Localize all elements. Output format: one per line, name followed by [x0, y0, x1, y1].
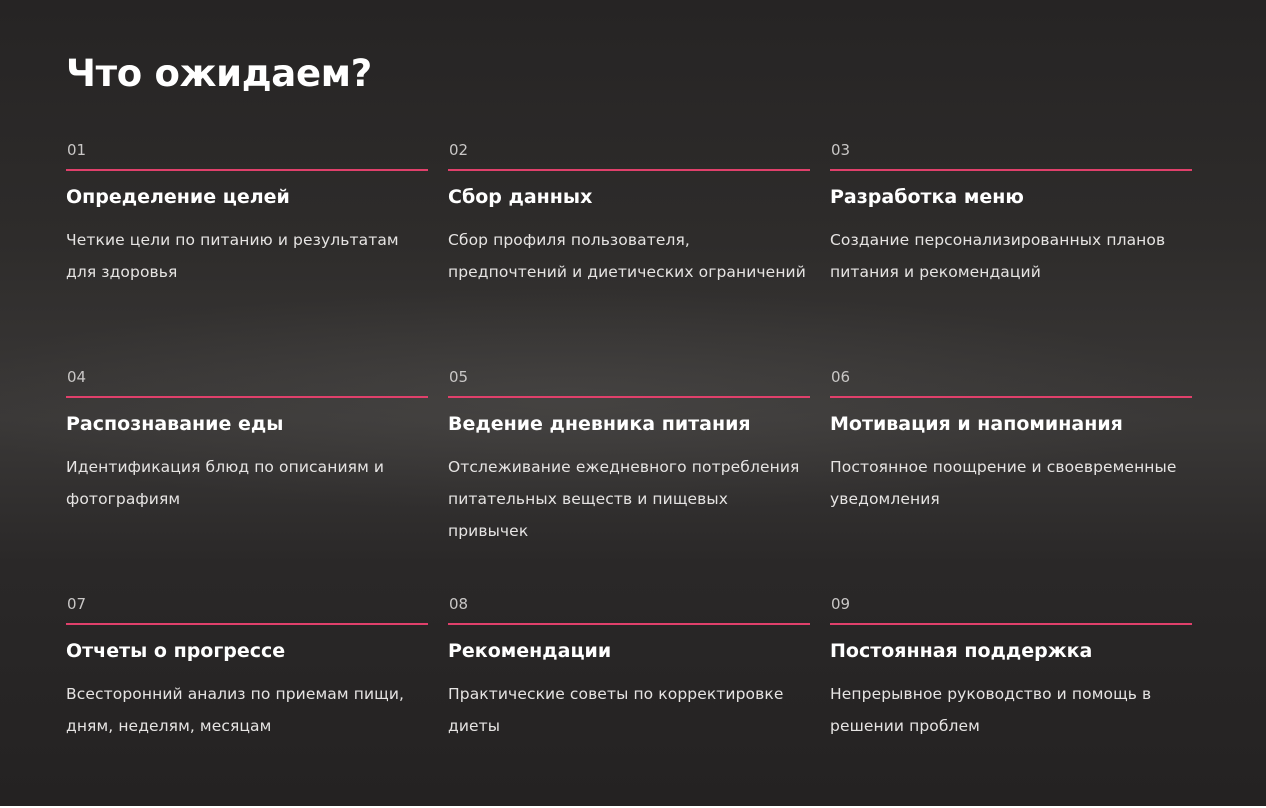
- accent-divider: [448, 623, 810, 625]
- card-description: Отслеживание ежедневного потребления питательных веществ и пищевых привычек: [448, 458, 800, 540]
- card-description: Создание персонализированных планов питания и рекомендаций: [830, 231, 1166, 281]
- accent-divider: [448, 169, 810, 171]
- card-title: Постоянная поддержка: [830, 640, 1093, 662]
- feature-card-06: [830, 367, 1192, 515]
- card-description: Постоянное поощрение и своевременные уведомления: [830, 458, 1177, 508]
- feature-card-07: [66, 594, 428, 742]
- feature-card-01: [66, 140, 428, 288]
- card-description: Практические советы по корректировке диеты: [448, 685, 784, 735]
- feature-card-05: [448, 367, 810, 547]
- card-title: Сбор данных: [448, 186, 593, 208]
- accent-divider: [830, 169, 1192, 171]
- card-description: Сбор профиля пользователя, предпочтений и диетических ограничений: [448, 231, 806, 281]
- accent-divider: [66, 623, 428, 625]
- accent-divider: [448, 396, 810, 398]
- feature-card-02: [448, 140, 810, 288]
- card-title: Ведение дневника питания: [448, 413, 751, 435]
- card-number: 05: [449, 368, 469, 386]
- card-title: Отчеты о прогрессе: [66, 640, 286, 662]
- card-number: 03: [831, 141, 851, 159]
- page-title: Что ожидаем?: [66, 52, 372, 95]
- accent-divider: [66, 169, 428, 171]
- feature-card-04: [66, 367, 428, 515]
- accent-divider: [830, 623, 1192, 625]
- card-title: Разработка меню: [830, 186, 1024, 208]
- accent-divider: [66, 396, 428, 398]
- card-number: 04: [67, 368, 87, 386]
- card-number: 02: [449, 141, 469, 159]
- card-description: Всесторонний анализ по приемам пищи, дням, неделям, месяцам: [66, 685, 405, 735]
- card-number: 08: [449, 595, 469, 613]
- card-title: Определение целей: [66, 186, 290, 208]
- feature-card-03: [830, 140, 1192, 288]
- feature-card-08: [448, 594, 810, 742]
- accent-divider: [830, 396, 1192, 398]
- card-number: 09: [831, 595, 851, 613]
- card-description: Непрерывное руководство и помощь в решении проблем: [830, 685, 1152, 735]
- card-number: 01: [67, 141, 87, 159]
- card-number: 07: [67, 595, 87, 613]
- feature-card-09: [830, 594, 1192, 742]
- card-description: Четкие цели по питанию и результатам для здоровья: [66, 231, 399, 281]
- card-description: Идентификация блюд по описаниям и фотографиям: [66, 458, 385, 508]
- card-title: Распознавание еды: [66, 413, 284, 435]
- card-number: 06: [831, 368, 851, 386]
- card-title: Рекомендации: [448, 640, 612, 662]
- card-title: Мотивация и напоминания: [830, 413, 1123, 435]
